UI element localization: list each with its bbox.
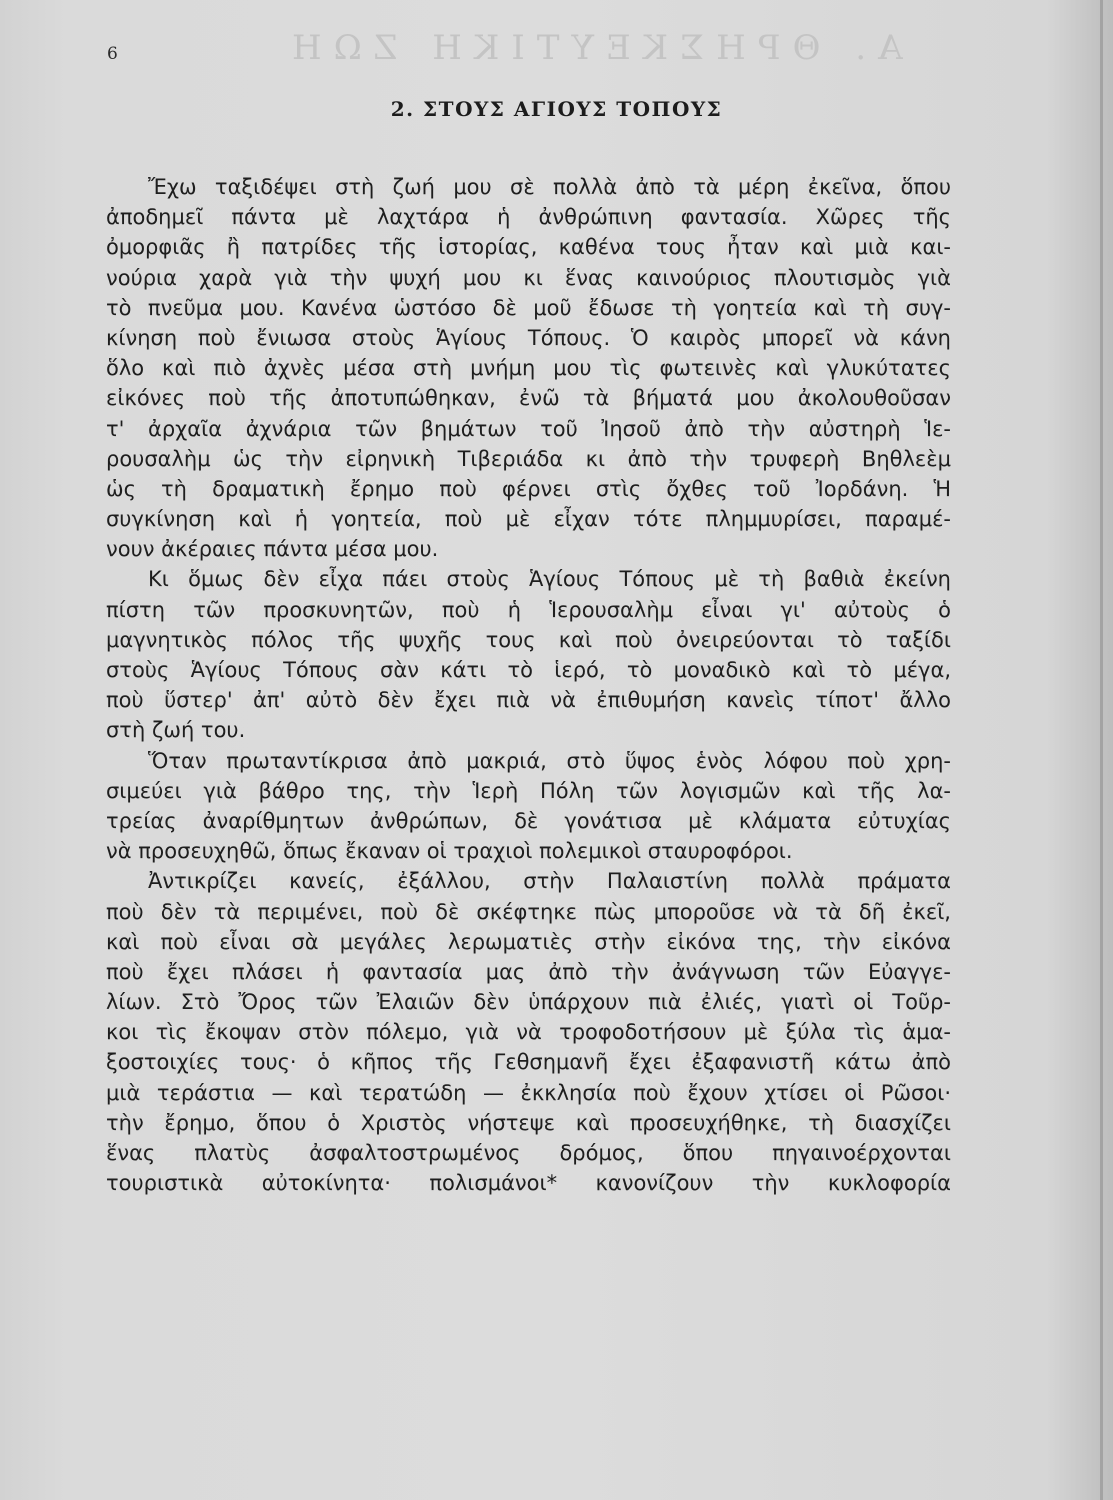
text-line: ἕνας πλατὺς ἀσφαλτοστρωμένος δρόμος, ὅπου πηγαινοέρχονται [106,1141,951,1165]
text-line: πίστη τῶν προσκυνητῶν, ποὺ ἡ Ἱερουσαλὴμ εἶναι γι' αὐτοὺς ὁ [106,597,951,622]
bleed-through-text: Α. ΘΡΗΣΚΕΥΤΙΚΗ ΖΩΗ [280,28,903,68]
text-line: ποὺ ὕστερ' ἀπ' αὐτὸ δὲν ἔχει πιὰ νὰ ἐπιθυμήση κανεὶς τίποτ' ἄλλο [106,688,951,713]
text-line: καὶ ποὺ εἶναι σὰ μεγάλες λερωματιὲς στὴν εἰκόνα της, τὴν εἰκόνα [106,929,951,954]
text-line: τρείας ἀναρίθμητων ἀνθρώπων, δὲ γονάτισα μὲ κλάματα εὐτυχίας [106,808,951,833]
page-number: 6 [107,44,118,64]
chapter-title: 2. ΣΤΟΥΣ ΑΓΙΟΥΣ ΤΟΠΟΥΣ [390,97,723,121]
text-line: στοὺς Ἁγίους Τόπους σὰν κάτι τὸ ἱερό, τὸ μοναδικὸ καὶ τὸ μέγα, [106,658,951,682]
text-line: ὀμορφιᾶς ἢ πατρίδες τῆς ἱστορίας, καθένα τους ἦταν καὶ μιὰ και- [106,235,951,260]
text-line: ἀποδημεῖ πάντα μὲ λαχτάρα ἡ ἀνθρώπινη φαντασία. Χῶρες τῆς [106,205,951,230]
text-line: ποὺ δὲν τὰ περιμένει, ποὺ δὲ σκέφτηκε πὼς μποροῦσε νὰ τὰ δῆ ἐκεῖ, [106,899,951,924]
text-line: ποὺ ἔχει πλάσει ἡ φαντασία μας ἀπὸ τὴν ἀνάγνωση τῶν Εὐαγγε- [106,959,951,984]
text-line: Ἀντικρίζει κανείς, ἐξάλλου, στὴν Παλαιστίνη πολλὰ πράματα [148,869,951,894]
text-line: ὡς τὴ δραματικὴ ἔρημο ποὺ φέρνει στὶς ὄχθες τοῦ Ἰορδάνη. Ἡ [106,476,951,501]
text-line: νούρια χαρὰ γιὰ τὴν ψυχή μου κι ἕνας καινούριος πλουτισμὸς γιὰ [106,265,951,290]
text-line: Ὅταν πρωταντίκρισα ἀπὸ μακριά, στὸ ὕψος ἑνὸς λόφου ποὺ χρη- [148,748,951,773]
text-line: μαγνητικὸς πόλος τῆς ψυχῆς τους καὶ ποὺ ὀνειρεύονται τὸ ταξίδι [106,627,951,652]
text-line: τουριστικὰ αὐτοκίνητα· πολισμάνοι* κανονίζουν τὴν κυκλοφορία [106,1171,951,1196]
text-line: ὅλο καὶ πιὸ ἀχνὲς μέσα στὴ μνήμη μου τὶς φωτεινὲς καὶ γλυκύτατες [106,356,951,381]
text-line: Ἔχω ταξιδέψει στὴ ζωή μου σὲ πολλὰ ἀπὸ τὰ μέρη ἐκεῖνα, ὅπου [148,175,951,199]
text-line: κοι τὶς ἔκοψαν στὸν πόλεμο, γιὰ νὰ τροφοδοτήσουν μὲ ξύλα τὶς ἁμα- [106,1020,951,1045]
text-line: εἰκόνες ποὺ τῆς ἀποτυπώθηκαν, ἐνῶ τὰ βήματά μου ἀκολουθοῦσαν [106,386,951,411]
text-line: Κι ὅμως δὲν εἶχα πάει στοὺς Ἁγίους Τόπους μὲ τὴ βαθιὰ ἐκείνη [148,567,951,592]
text-line: σιμεύει γιὰ βάθρο της, τὴν Ἱερὴ Πόλη τῶν λογισμῶν καὶ τῆς λα- [106,778,951,803]
body-text [106,172,951,1198]
text-line: στὴ ζωή του. [106,718,246,743]
page-spine-shadow [1100,0,1103,1500]
text-line: λίων. Στὸ Ὄρος τῶν Ἐλαιῶν δὲν ὑπάρχουν πιὰ ἐλιές, γιατὶ οἱ Τοῦρ- [106,990,951,1015]
text-line: μιὰ τεράστια — καὶ τερατώδη — ἐκκλησία ποὺ ἔχουν χτίσει οἱ Ρῶσοι· [106,1080,951,1105]
text-line: νὰ προσευχηθῶ, ὅπως ἔκαναν οἱ τραχιοὶ πολεμικοὶ σταυροφόροι. [106,839,793,864]
text-line: κίνηση ποὺ ἔνιωσα στοὺς Ἁγίους Τόπους. Ὁ καιρὸς μπορεῖ νὰ κάνη [106,325,951,350]
text-line: τὴν ἔρημο, ὅπου ὁ Χριστὸς νήστεψε καὶ προσευχήθηκε, τὴ διασχίζει [106,1110,951,1135]
text-line: τ' ἀρχαῖα ἀχνάρια τῶν βημάτων τοῦ Ἰησοῦ ἀπὸ τὴν αὐστηρὴ Ἱε- [106,416,951,441]
text-line: ρουσαλὴμ ὡς τὴν εἰρηνικὴ Τιβεριάδα κι ἀπὸ τὴν τρυφερὴ Βηθλεὲμ [106,446,951,471]
text-line: τὸ πνεῦμα μου. Κανένα ὡστόσο δὲ μοῦ ἔδωσε τὴ γοητεία καὶ τὴ συγ- [106,295,951,320]
text-line: νουν ἀκέραιες πάντα μέσα μου. [106,537,439,562]
text-line: ξοστοιχίες τους· ὁ κῆπος τῆς Γεθσημανῆ ἔχει ἐξαφανιστῆ κάτω ἀπὸ [106,1050,951,1075]
text-line: συγκίνηση καὶ ἡ γοητεία, ποὺ μὲ εἶχαν τότε πλημμυρίσει, παραμέ- [106,507,951,532]
